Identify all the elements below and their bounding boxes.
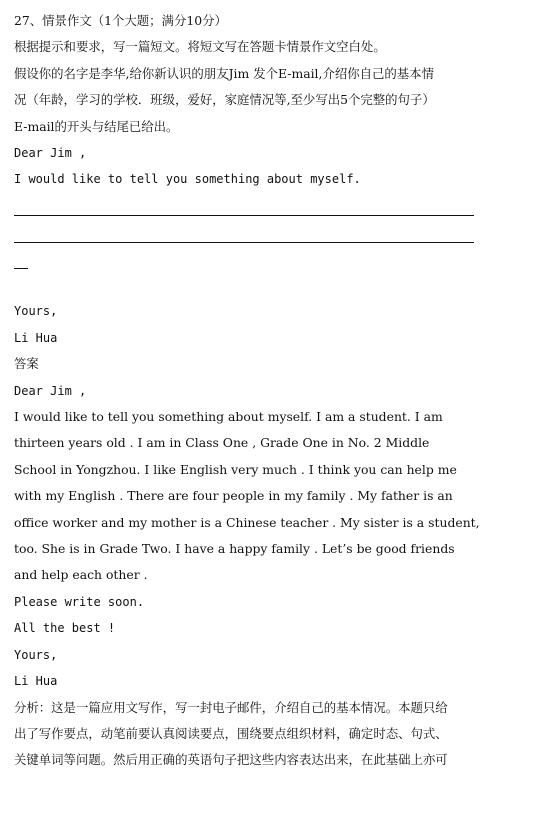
spacer bbox=[14, 272, 527, 298]
answer-signature: Li Hua bbox=[14, 674, 58, 689]
answer-please: Please write soon. bbox=[14, 594, 145, 609]
question-greeting: Dear Jim , bbox=[14, 146, 87, 161]
prompt-line: 况（年龄，学习的学校．班级，爱好，家庭情况等,至少写出5个完整的句子） bbox=[14, 92, 435, 108]
answer-body-line: School in Yongzhou. I like English very much . I think you can help me bbox=[14, 461, 457, 477]
analysis-line: 分析：这是一篇应用文写作，写一封电子邮件，介绍自己的基本情况。本题只给 bbox=[14, 699, 448, 715]
question-instruction: 根据提示和要求，写一篇短文。将短文写在答题卡情景作文空白处。 bbox=[14, 39, 386, 55]
answer-closing: Yours, bbox=[14, 647, 58, 662]
question-closing: Yours, bbox=[14, 304, 58, 319]
prompt-line: E-mail的开头与结尾已给出。 bbox=[14, 118, 179, 134]
answer-heading: 答案 bbox=[14, 356, 39, 372]
question-opening: I would like to tell you something about myself. bbox=[14, 172, 361, 187]
answer-body-line: too. She is in Grade Two. I have a happy family . Let’s be good friends bbox=[14, 541, 455, 557]
answer-blank-line bbox=[14, 246, 527, 272]
question-title: 27、情景作文（1个大题；满分10分） bbox=[14, 13, 227, 28]
answer-blank-line bbox=[14, 219, 527, 245]
answer-body-line: thirteen years old . I am in Class One , Grade One in No. 2 Middle bbox=[14, 435, 430, 451]
answer-body-line: office worker and my mother is a Chinese teacher . My sister is a student, bbox=[14, 514, 480, 530]
answer-body-line: I would like to tell you something about myself. I am a student. I am bbox=[14, 409, 443, 425]
question-signature: Li Hua bbox=[14, 330, 58, 345]
analysis-line: 关键单词等问题。然后用正确的英语句子把这些内容表达出来，在此基础上亦可 bbox=[14, 752, 448, 768]
answer-body-line: and help each other . bbox=[14, 567, 148, 583]
answer-greeting: Dear Jim , bbox=[14, 383, 87, 398]
analysis-line: 出了写作要点，动笔前要认真阅读要点，围绕要点组织材料，确定时态、句式、 bbox=[14, 725, 448, 741]
answer-best: All the best ! bbox=[14, 621, 116, 636]
prompt-line: 假设你的名字是李华,给你新认识的朋友Jim 发个E-mail,介绍你自己的基本情 bbox=[14, 65, 434, 81]
answer-blank-line bbox=[14, 193, 527, 219]
answer-body-line: with my English . There are four people in my family . My father is an bbox=[14, 488, 453, 504]
